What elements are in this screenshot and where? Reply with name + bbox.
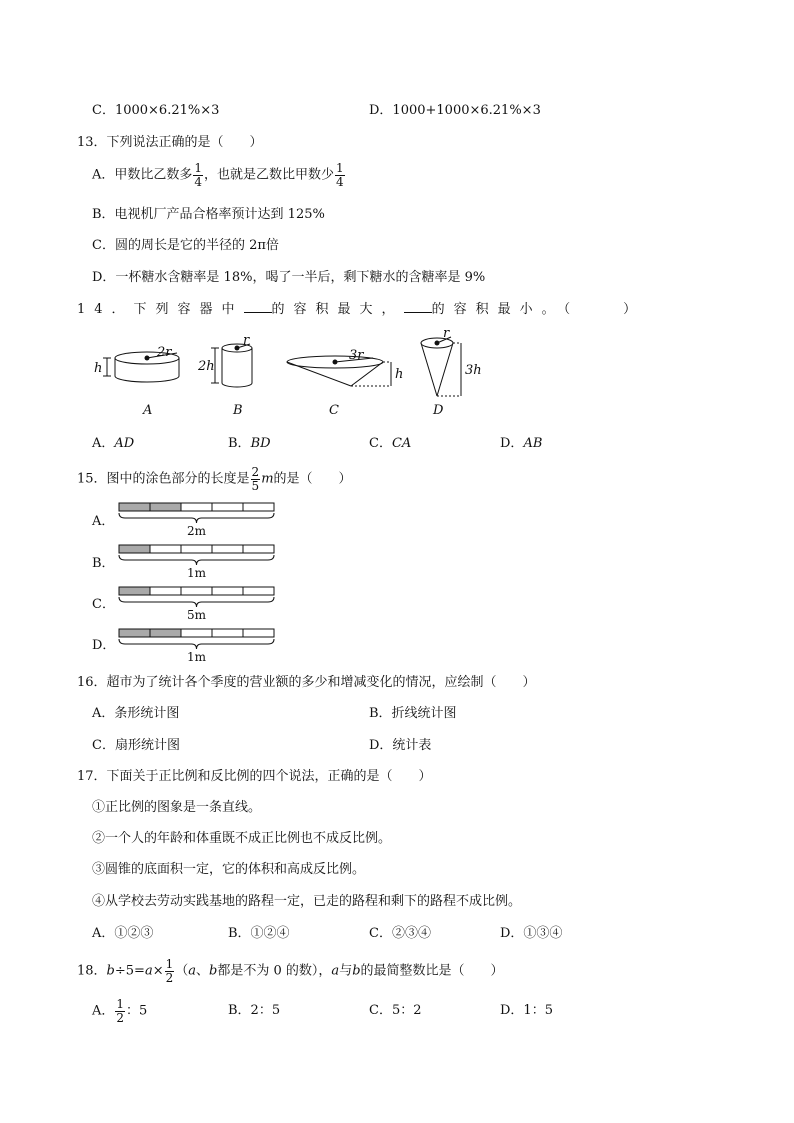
shaded-segment [150,503,181,511]
q12-option-c: C．1000×6.21%×3 [92,103,220,118]
brace-bracket [119,597,274,607]
q14-option-b: B．BD [228,436,271,451]
shaded-segment [119,545,150,553]
empty-segment [212,503,243,511]
q17-statement-4: ④从学校去劳动实践基地的路程一定，已走的路程和剩下的路程不成比例。 [92,894,522,909]
q16-option-d: D．统计表 [369,738,432,753]
shaded-segment [119,587,150,595]
fraction-1-4: $\frac{1}{4}$ [194,161,203,189]
q14-stem-part3: 的容积最小。（ ） [431,302,646,317]
q15-bar-c [119,587,274,622]
empty-segment [181,629,212,637]
container-b-caption: B [233,403,243,418]
q17-stem: 17．下面关于正比例和反比例的四个说法，正确的是（ ） [77,769,432,784]
container-a-caption: A [143,403,153,418]
q15-stem [77,466,352,492]
container-d-h-label: 3h [465,363,482,378]
q13-option-a [92,162,346,188]
container-c-center-dot [333,360,338,365]
q16-option-c: C．扇形统计图 [92,738,180,753]
q14-stem-part2: 的容积最大， [271,302,404,317]
q14-option-c: C．CA [369,436,412,451]
q12-option-d: D．1000+1000×6.21%×3 [369,103,541,118]
q15-total-length-label: 1m [186,650,207,664]
container-a-h-label: h [94,361,103,376]
container-b-center-dot [235,346,240,351]
shaded-segment [150,629,181,637]
q18-stem: 18．b÷5=a× $\frac{1}{2}$ （a、b都是不为 0 的数），a与b的最简整数比是（ ） [77,957,504,985]
q15-stem-pre: 15．图中的涂色部分的长度是 [77,471,250,487]
empty-segment [243,629,274,637]
q14-stem-part1: 14．下列容器中 [77,302,244,317]
fraction-1-2-option: $\frac{1}{2}$ [116,997,125,1025]
q13-option-a-mid: ，也就是乙数比甲数少 [204,167,335,183]
q17-option-b: B．①②④ [228,926,290,941]
q13-stem: 13．下列说法正确的是（ ） [77,135,263,150]
q17-statement-1: ①正比例的图象是一条直线。 [92,800,262,815]
shaded-segment [119,629,150,637]
container-a-center-dot [145,356,150,361]
q15-bar-b [119,545,274,580]
empty-segment [212,629,243,637]
q18-option-a: A． $\frac{1}{2}$ ：5 [92,997,148,1025]
container-c-caption: C [329,403,339,418]
shaded-segment [119,503,150,511]
empty-segment [212,587,243,595]
q18-option-b: B．2：5 [228,1003,281,1018]
q17-option-d: D．①③④ [500,926,563,941]
container-d-center-dot [435,341,440,346]
q15-unit: m [261,471,274,487]
q17-option-c: C．②③④ [369,926,431,941]
q15-total-length-label: 5m [186,608,207,622]
q13-option-d: D．一杯糖水含糖率是 18%，喝了一半后，剩下糖水的含糖率是 9% [92,270,486,285]
container-d-cone [421,337,461,396]
q14-option-d: D．AB [500,436,543,451]
empty-segment [243,503,274,511]
q14-option-a: A．AD [92,436,135,451]
q14-blank-2 [404,302,432,313]
container-c-r-label: 3r [349,348,364,363]
empty-segment [212,545,243,553]
q15-stem-post: 的是（ ） [273,471,352,487]
q16-option-b: B．折线统计图 [369,706,457,721]
q15-bar-a [119,503,274,538]
q14-stem [77,302,645,316]
brace-bracket [119,555,274,565]
empty-segment [181,545,212,553]
empty-segment [181,587,212,595]
empty-segment [243,545,274,553]
q16-stem: 16．超市为了统计各个季度的营业额的多少和增减变化的情况，应绘制（ ） [77,675,536,690]
q18-option-d: D．1：5 [500,1003,553,1018]
q16-option-a: A．条形统计图 [92,706,180,721]
q15-total-length-label: 1m [186,566,207,580]
q13-option-c: C．圆的周长是它的半径的 2π倍 [92,238,279,253]
container-c-h-label: h [395,367,404,382]
empty-segment [181,503,212,511]
container-b-cylinder [211,344,252,387]
q15-option-d-label: D． [92,638,116,653]
q15-total-length-label: 2m [186,524,207,538]
q13-option-b: B．电视机厂产品合格率预计达到 125% [92,207,325,222]
container-d-r-label: r [443,328,450,341]
brace-bracket [119,513,274,523]
container-a-r-label: 2r [157,345,172,360]
q18-option-c: C．5：2 [369,1003,422,1018]
container-c-cone [287,356,391,386]
container-d-caption: D [433,403,444,418]
q14-blank-1 [244,302,272,313]
empty-segment [150,587,181,595]
q15-option-c-label: C． [92,597,115,612]
empty-segment [150,545,181,553]
brace-bracket [119,639,274,649]
q13-option-a-pre: A．甲数比乙数多 [92,167,193,183]
q15-option-a-label: A． [92,514,115,529]
q17-statement-3: ③圆锥的底面积一定，它的体积和高成反比例。 [92,862,366,877]
q15-option-b-label: B． [92,556,115,571]
empty-segment [243,587,274,595]
fraction-1-4-second: $\frac{1}{4}$ [336,161,344,189]
fraction-1-2: $\frac{1}{2}$ [165,957,174,985]
container-b-h-label: 2h [198,359,215,374]
q15-segment-bars [112,498,282,668]
container-b-r-label: r [243,333,250,348]
q14-containers-figure [85,328,485,422]
q15-bar-d [119,629,274,664]
fraction-2-5: $\frac{2}{5}$ [251,465,260,493]
q17-option-a: A．①②③ [92,926,154,941]
q17-statement-2: ②一个人的年龄和体重既不成正比例也不成反比例。 [92,831,392,846]
